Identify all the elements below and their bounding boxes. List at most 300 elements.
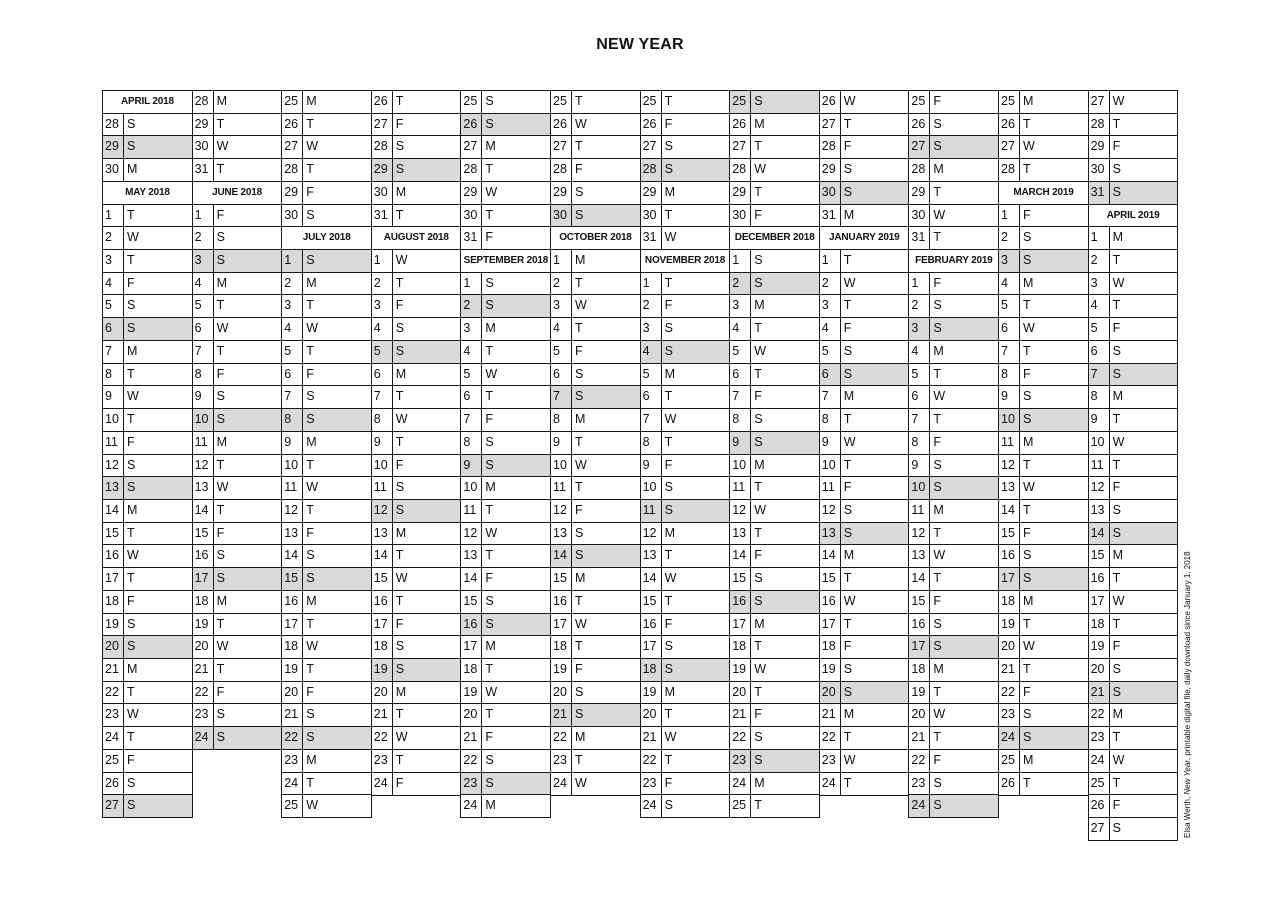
weekday-letter: S — [395, 321, 405, 336]
day-cell — [281, 794, 372, 818]
day-cell — [1088, 385, 1179, 409]
day-number: 7 — [372, 386, 393, 408]
weekday-letter: W — [933, 548, 946, 563]
day-number: 17 — [193, 568, 214, 590]
weekday-letter: T — [127, 366, 135, 381]
day-cell — [192, 113, 283, 137]
weekday-letter: M — [127, 662, 138, 676]
weekday-letter: M — [933, 662, 944, 676]
weekday-letter: S — [1023, 730, 1032, 745]
day-cell — [281, 204, 372, 228]
weekday-letter: F — [216, 684, 225, 699]
weekday-letter: M — [306, 434, 317, 449]
weekday-letter: S — [1023, 707, 1032, 722]
day-number: 13 — [641, 545, 662, 567]
day-number: 28 — [1089, 114, 1110, 136]
day-cell — [908, 703, 999, 727]
day-cell — [908, 454, 999, 478]
weekday-letter: T — [306, 775, 314, 790]
weekday-letter: W — [843, 752, 856, 767]
day-cell — [729, 522, 820, 546]
weekday-letter: S — [485, 752, 494, 767]
day-cell — [819, 544, 910, 568]
day-number: 7 — [820, 386, 841, 408]
day-cell — [908, 726, 999, 750]
day-number: 14 — [909, 568, 930, 590]
day-number: 9 — [551, 432, 572, 454]
weekday-letter: S — [1112, 184, 1121, 199]
day-number: 15 — [730, 568, 751, 590]
day-number: 13 — [1089, 500, 1110, 522]
day-number: 24 — [999, 727, 1020, 749]
day-number: 30 — [372, 182, 393, 204]
day-cell — [550, 294, 641, 318]
weekday-letter: S — [216, 730, 225, 745]
day-cell — [550, 158, 641, 182]
day-number: 6 — [909, 386, 930, 408]
day-number: 14 — [103, 500, 124, 522]
day-number: 25 — [730, 91, 751, 113]
day-cell — [281, 454, 372, 478]
day-number: 17 — [909, 636, 930, 658]
day-number: 15 — [1089, 545, 1110, 567]
day-number: 16 — [641, 614, 662, 636]
weekday-letter: F — [1112, 480, 1121, 495]
day-number: 23 — [641, 773, 662, 795]
day-cell-sunday — [998, 249, 1089, 273]
day-cell — [102, 226, 193, 250]
day-number: 21 — [193, 659, 214, 681]
month-header: APRIL 2018 — [102, 90, 193, 114]
day-number: 24 — [193, 727, 214, 749]
weekday-letter: S — [1112, 502, 1121, 517]
day-cell — [1088, 476, 1179, 500]
credit-line — [1183, 551, 1192, 838]
weekday-letter: T — [575, 480, 583, 495]
day-number: 12 — [641, 523, 662, 545]
day-number: 28 — [282, 159, 303, 181]
day-cell — [729, 135, 820, 159]
day-number: 1 — [999, 205, 1020, 227]
weekday-letter: W — [1023, 639, 1035, 654]
weekday-letter: M — [485, 639, 496, 654]
weekday-letter: S — [843, 525, 853, 540]
weekday-letter: F — [1023, 207, 1031, 222]
day-cell — [819, 635, 910, 659]
weekday-letter: S — [216, 548, 225, 563]
weekday-letter: W — [754, 662, 766, 676]
day-cell — [102, 567, 193, 591]
day-cell — [998, 499, 1089, 523]
day-number: 15 — [193, 523, 214, 545]
day-cell — [908, 681, 999, 705]
day-cell — [998, 476, 1089, 500]
weekday-letter: F — [933, 593, 942, 608]
day-cell-sunday — [281, 408, 372, 432]
day-cell-sunday — [640, 158, 731, 182]
day-cell — [819, 431, 910, 455]
weekday-letter: W — [1112, 434, 1125, 449]
day-number: 9 — [103, 386, 124, 408]
day-cell — [460, 658, 551, 682]
day-number: 20 — [641, 704, 662, 726]
day-number: 11 — [999, 432, 1020, 454]
day-cell — [729, 567, 820, 591]
weekday-letter: T — [664, 207, 673, 222]
day-number: 2 — [641, 295, 662, 317]
day-number: 19 — [551, 659, 572, 681]
weekday-letter: S — [216, 253, 225, 268]
day-number: 26 — [372, 91, 393, 113]
day-number: 1 — [730, 250, 751, 272]
day-cell-sunday — [281, 567, 372, 591]
weekday-letter: S — [754, 253, 763, 268]
weekday-letter: S — [127, 298, 136, 313]
month-header: NOVEMBER 2018 — [640, 249, 731, 273]
day-number: 18 — [372, 636, 393, 658]
day-number: 7 — [551, 386, 572, 408]
weekday-letter: M — [306, 94, 317, 108]
weekday-letter: W — [664, 571, 677, 586]
day-number: 25 — [1089, 773, 1110, 795]
day-cell — [550, 772, 641, 796]
weekday-letter: F — [933, 752, 942, 767]
day-cell — [1088, 590, 1179, 614]
weekday-letter: F — [395, 298, 404, 313]
day-number: 28 — [909, 159, 930, 181]
weekday-letter: W — [933, 389, 946, 404]
day-number: 12 — [461, 523, 482, 545]
day-cell — [460, 158, 551, 182]
day-cell — [281, 590, 372, 614]
day-number: 13 — [909, 545, 930, 567]
weekday-letter: T — [754, 525, 762, 540]
weekday-letter: S — [395, 662, 405, 676]
day-number: 27 — [1089, 91, 1110, 113]
weekday-letter: S — [395, 502, 405, 517]
weekday-letter: S — [395, 343, 405, 358]
day-cell — [640, 681, 731, 705]
day-number: 4 — [999, 273, 1020, 295]
day-number: 4 — [193, 273, 214, 295]
weekday-letter: F — [485, 412, 494, 427]
day-number: 16 — [730, 591, 751, 613]
day-number: 28 — [820, 136, 841, 158]
weekday-letter: S — [754, 412, 763, 427]
day-number: 5 — [193, 295, 214, 317]
weekday-letter: S — [754, 730, 763, 745]
day-cell — [1088, 90, 1179, 114]
day-cell — [640, 703, 731, 727]
day-number: 27 — [103, 795, 124, 817]
weekday-letter: T — [664, 389, 673, 404]
day-cell — [640, 317, 731, 341]
day-number: 26 — [551, 114, 572, 136]
weekday-letter: T — [216, 616, 225, 631]
day-number: 26 — [999, 773, 1020, 795]
day-cell — [550, 726, 641, 750]
day-cell — [281, 340, 372, 364]
day-number: 6 — [999, 318, 1020, 340]
day-cell — [1088, 749, 1179, 773]
day-cell-sunday — [192, 726, 283, 750]
day-cell — [819, 658, 910, 682]
day-cell — [640, 794, 731, 818]
day-number: 7 — [730, 386, 751, 408]
day-cell — [102, 431, 193, 455]
weekday-letter: F — [664, 116, 673, 131]
day-number: 10 — [820, 455, 841, 477]
day-number: 21 — [909, 727, 930, 749]
weekday-letter: S — [754, 571, 763, 586]
day-cell — [281, 681, 372, 705]
weekday-letter: S — [127, 457, 136, 472]
weekday-letter: S — [933, 616, 942, 631]
day-number: 15 — [999, 523, 1020, 545]
weekday-letter: F — [575, 502, 583, 517]
day-cell — [729, 294, 820, 318]
day-cell — [998, 317, 1089, 341]
weekday-letter: F — [1112, 139, 1121, 154]
weekday-letter: W — [216, 480, 229, 495]
weekday-letter: S — [1023, 230, 1032, 245]
day-number: 23 — [193, 704, 214, 726]
day-cell-sunday — [998, 408, 1089, 432]
weekday-letter: S — [127, 616, 136, 631]
weekday-letter: W — [575, 775, 587, 790]
weekday-letter: F — [1023, 684, 1031, 699]
day-number: 7 — [641, 409, 662, 431]
day-number: 24 — [551, 773, 572, 795]
weekday-letter: T — [1112, 412, 1121, 427]
day-cell — [192, 90, 283, 114]
day-cell — [640, 113, 731, 137]
day-number: 4 — [461, 341, 482, 363]
day-number: 24 — [909, 795, 930, 817]
weekday-letter: F — [933, 434, 942, 449]
weekday-letter: T — [575, 593, 583, 608]
day-number: 29 — [461, 182, 482, 204]
day-cell-sunday — [371, 158, 462, 182]
day-number: 20 — [551, 682, 572, 704]
day-number: 14 — [372, 545, 393, 567]
day-cell-sunday — [908, 635, 999, 659]
day-number: 24 — [820, 773, 841, 795]
day-number: 9 — [730, 432, 751, 454]
day-cell — [102, 749, 193, 773]
weekday-letter: M — [306, 275, 317, 290]
day-number: 26 — [1089, 795, 1110, 817]
day-cell — [281, 363, 372, 387]
day-cell — [550, 90, 641, 114]
day-number: 16 — [1089, 568, 1110, 590]
weekday-letter: M — [933, 162, 944, 177]
day-number: 25 — [730, 795, 751, 817]
day-number: 5 — [999, 295, 1020, 317]
day-cell-sunday — [371, 499, 462, 523]
day-cell-sunday — [371, 340, 462, 364]
weekday-letter: S — [216, 412, 225, 427]
weekday-letter: T — [933, 184, 942, 199]
weekday-letter: S — [575, 525, 584, 540]
day-cell — [192, 499, 283, 523]
weekday-letter: S — [1023, 253, 1032, 268]
day-number: 9 — [372, 432, 393, 454]
weekday-letter: T — [127, 684, 135, 699]
day-cell — [729, 385, 820, 409]
day-cell — [460, 204, 551, 228]
weekday-letter: S — [485, 298, 494, 313]
day-cell — [908, 181, 999, 205]
weekday-letter: T — [664, 752, 673, 767]
day-number: 1 — [551, 250, 572, 272]
day-cell-sunday — [460, 613, 551, 637]
weekday-letter: W — [127, 707, 139, 722]
weekday-letter: W — [395, 571, 408, 586]
day-cell — [192, 454, 283, 478]
weekday-letter: S — [664, 639, 673, 654]
day-cell — [640, 385, 731, 409]
weekday-letter: S — [933, 116, 942, 131]
day-number: 4 — [641, 341, 662, 363]
day-number: 16 — [461, 614, 482, 636]
day-number: 29 — [193, 114, 214, 136]
day-number: 16 — [999, 545, 1020, 567]
day-number: 21 — [103, 659, 124, 681]
weekday-letter: S — [395, 639, 405, 654]
day-cell — [819, 158, 910, 182]
weekday-letter: T — [843, 298, 852, 313]
day-number: 23 — [999, 704, 1020, 726]
day-cell — [371, 249, 462, 273]
weekday-letter: W — [843, 434, 856, 449]
day-cell — [460, 522, 551, 546]
weekday-letter: T — [575, 752, 583, 767]
day-cell — [729, 340, 820, 364]
day-number: 1 — [103, 205, 124, 227]
day-cell — [1088, 817, 1179, 841]
day-cell — [550, 658, 641, 682]
weekday-letter: F — [395, 457, 404, 472]
day-cell — [729, 113, 820, 137]
day-number: 18 — [909, 659, 930, 681]
day-cell — [550, 635, 641, 659]
weekday-letter: T — [127, 207, 135, 222]
weekday-letter: S — [754, 94, 763, 108]
day-cell — [819, 317, 910, 341]
day-cell — [550, 522, 641, 546]
day-cell-sunday — [640, 340, 731, 364]
weekday-letter: T — [127, 571, 135, 586]
day-number: 24 — [282, 773, 303, 795]
day-number: 29 — [730, 182, 751, 204]
day-cell — [998, 204, 1089, 228]
weekday-letter: M — [843, 707, 855, 722]
day-cell — [281, 158, 372, 182]
day-number: 4 — [282, 318, 303, 340]
day-number: 9 — [193, 386, 214, 408]
day-number: 16 — [103, 545, 124, 567]
day-cell — [550, 363, 641, 387]
day-cell — [550, 408, 641, 432]
day-cell — [1088, 408, 1179, 432]
day-number: 2 — [909, 295, 930, 317]
day-number: 23 — [730, 750, 751, 772]
weekday-letter: F — [843, 139, 852, 154]
weekday-letter: W — [754, 162, 766, 177]
day-number: 20 — [372, 682, 393, 704]
weekday-letter: S — [1112, 821, 1121, 836]
weekday-letter: T — [575, 321, 583, 336]
weekday-letter: M — [306, 752, 317, 767]
day-cell — [550, 476, 641, 500]
day-number: 29 — [372, 159, 393, 181]
day-number: 22 — [282, 727, 303, 749]
day-number: 16 — [909, 614, 930, 636]
day-cell-sunday — [908, 135, 999, 159]
day-cell — [729, 703, 820, 727]
weekday-letter: M — [127, 343, 138, 358]
day-cell — [371, 204, 462, 228]
weekday-letter: W — [575, 616, 587, 631]
weekday-letter: T — [485, 662, 494, 676]
weekday-letter: T — [1023, 775, 1031, 790]
day-cell — [640, 294, 731, 318]
day-number: 27 — [282, 136, 303, 158]
day-number: 21 — [551, 704, 572, 726]
day-number: 14 — [461, 568, 482, 590]
day-cell — [640, 181, 731, 205]
day-number: 16 — [372, 591, 393, 613]
day-number: 12 — [372, 500, 393, 522]
weekday-letter: T — [127, 253, 135, 268]
weekday-letter: T — [933, 230, 942, 245]
day-cell — [998, 522, 1089, 546]
day-cell — [1088, 454, 1179, 478]
weekday-letter: F — [216, 525, 225, 540]
day-number: 30 — [909, 205, 930, 227]
day-cell — [460, 431, 551, 455]
day-number: 6 — [551, 364, 572, 386]
weekday-letter: T — [843, 571, 852, 586]
day-cell-sunday — [1088, 181, 1179, 205]
day-number: 7 — [999, 341, 1020, 363]
weekday-letter: M — [395, 525, 407, 540]
weekday-letter: T — [306, 162, 314, 177]
weekday-letter: S — [216, 389, 225, 404]
weekday-letter: T — [1023, 502, 1031, 517]
weekday-letter: M — [843, 548, 855, 563]
day-cell — [102, 681, 193, 705]
weekday-letter: F — [127, 593, 135, 608]
day-cell — [908, 544, 999, 568]
day-number: 31 — [461, 227, 482, 249]
day-number: 27 — [999, 136, 1020, 158]
day-cell — [908, 385, 999, 409]
weekday-letter: M — [1112, 389, 1124, 404]
weekday-letter: T — [1023, 162, 1031, 177]
day-cell-sunday — [1088, 681, 1179, 705]
day-cell — [371, 522, 462, 546]
day-cell — [550, 135, 641, 159]
day-cell — [460, 272, 551, 296]
weekday-letter: T — [127, 525, 135, 540]
day-number: 18 — [282, 636, 303, 658]
day-cell — [281, 544, 372, 568]
day-number: 12 — [820, 500, 841, 522]
day-number: 19 — [461, 682, 482, 704]
day-cell — [102, 204, 193, 228]
